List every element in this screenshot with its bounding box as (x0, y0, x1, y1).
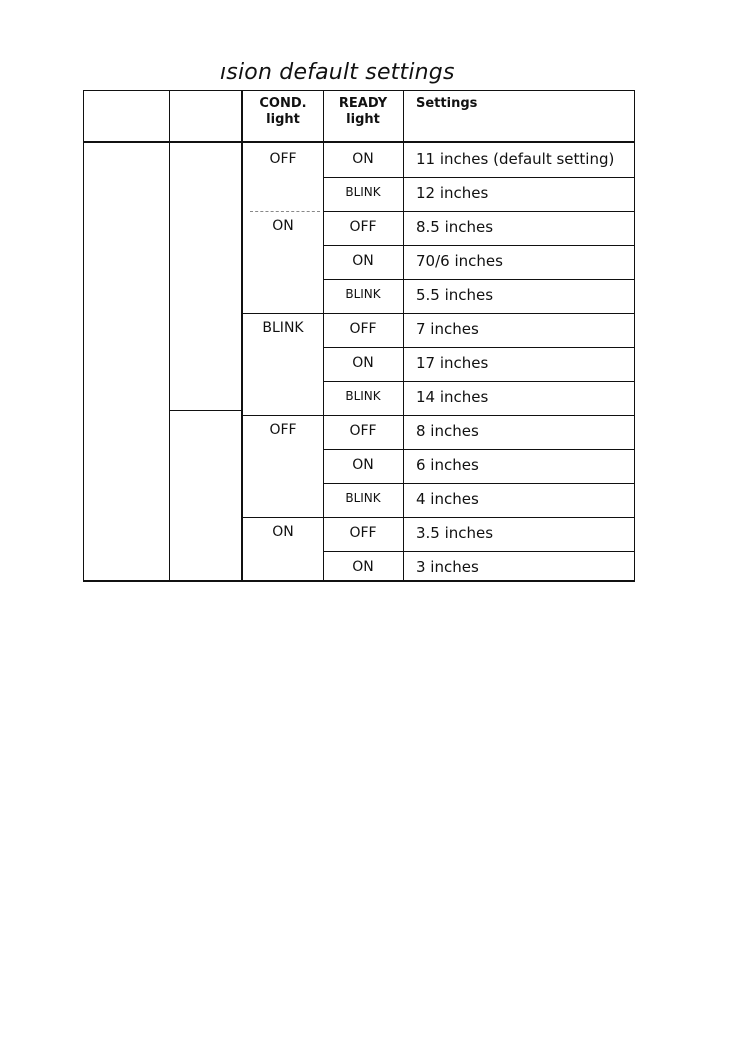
setting-value: 7 inches (416, 320, 479, 338)
row-divider (323, 517, 635, 518)
setting-value: 8.5 inches (416, 218, 494, 236)
cond-value: ON (272, 218, 294, 234)
table-bottom-border (83, 580, 635, 582)
setting-value: 14 inches (416, 388, 489, 406)
row-divider (323, 177, 635, 178)
ready-value: ON (352, 355, 374, 371)
row-divider (323, 347, 635, 348)
setting-value: 17 inches (416, 354, 489, 372)
cond-group-divider (241, 517, 324, 518)
header-cond-line2: light (266, 112, 300, 127)
ready-value: ON (352, 253, 374, 269)
cond-value: OFF (269, 151, 297, 167)
row-divider (323, 279, 635, 280)
ready-value: BLINK (345, 389, 381, 403)
table-top-border (83, 90, 635, 91)
header-ready (323, 96, 403, 128)
row-divider (323, 381, 635, 382)
cond-value: ON (272, 524, 294, 540)
row-divider (323, 245, 635, 246)
cond-value: BLINK (262, 320, 304, 336)
row-divider (323, 551, 635, 552)
row-divider (323, 211, 635, 212)
page-title: ısion default settings (220, 60, 455, 85)
ready-value: ON (352, 559, 374, 575)
setting-value: 6 inches (416, 456, 479, 474)
ready-value: OFF (349, 525, 377, 541)
row-divider (323, 415, 635, 416)
table-right-border (634, 90, 635, 581)
cond-value: OFF (269, 422, 297, 438)
header-divider (83, 141, 635, 143)
cond-group-divider (241, 415, 324, 416)
setting-value: 3 inches (416, 558, 479, 576)
setting-value: 3.5 inches (416, 524, 494, 542)
ready-value: BLINK (345, 491, 381, 505)
ready-value: OFF (349, 321, 377, 337)
header-cond (243, 96, 323, 128)
column-divider (323, 90, 324, 581)
table-left-border (83, 90, 84, 581)
header-settings: Settings (416, 96, 478, 111)
row-divider (323, 449, 635, 450)
cond-group-divider-faint (250, 211, 320, 212)
group-divider (169, 410, 243, 411)
setting-value: 70/6 inches (416, 252, 503, 270)
column-divider (169, 90, 170, 581)
setting-value: 5.5 inches (416, 286, 494, 304)
ready-value: ON (352, 151, 374, 167)
ready-value: OFF (349, 423, 377, 439)
ready-value: OFF (349, 219, 377, 235)
header-ready-line2: light (346, 112, 380, 127)
setting-value: 4 inches (416, 490, 479, 508)
column-divider (403, 90, 404, 581)
ready-value: ON (352, 457, 374, 473)
header-ready-line1: READY (338, 96, 388, 111)
ready-value: BLINK (345, 185, 381, 199)
cond-group-divider (241, 313, 324, 314)
ready-value: BLINK (345, 287, 381, 301)
setting-value: 11 inches (default setting) (416, 150, 615, 168)
column-divider (241, 90, 243, 581)
row-divider (323, 313, 635, 314)
setting-value: 12 inches (416, 184, 489, 202)
header-cond-line1: COND. (259, 96, 307, 111)
row-divider (323, 483, 635, 484)
setting-value: 8 inches (416, 422, 479, 440)
